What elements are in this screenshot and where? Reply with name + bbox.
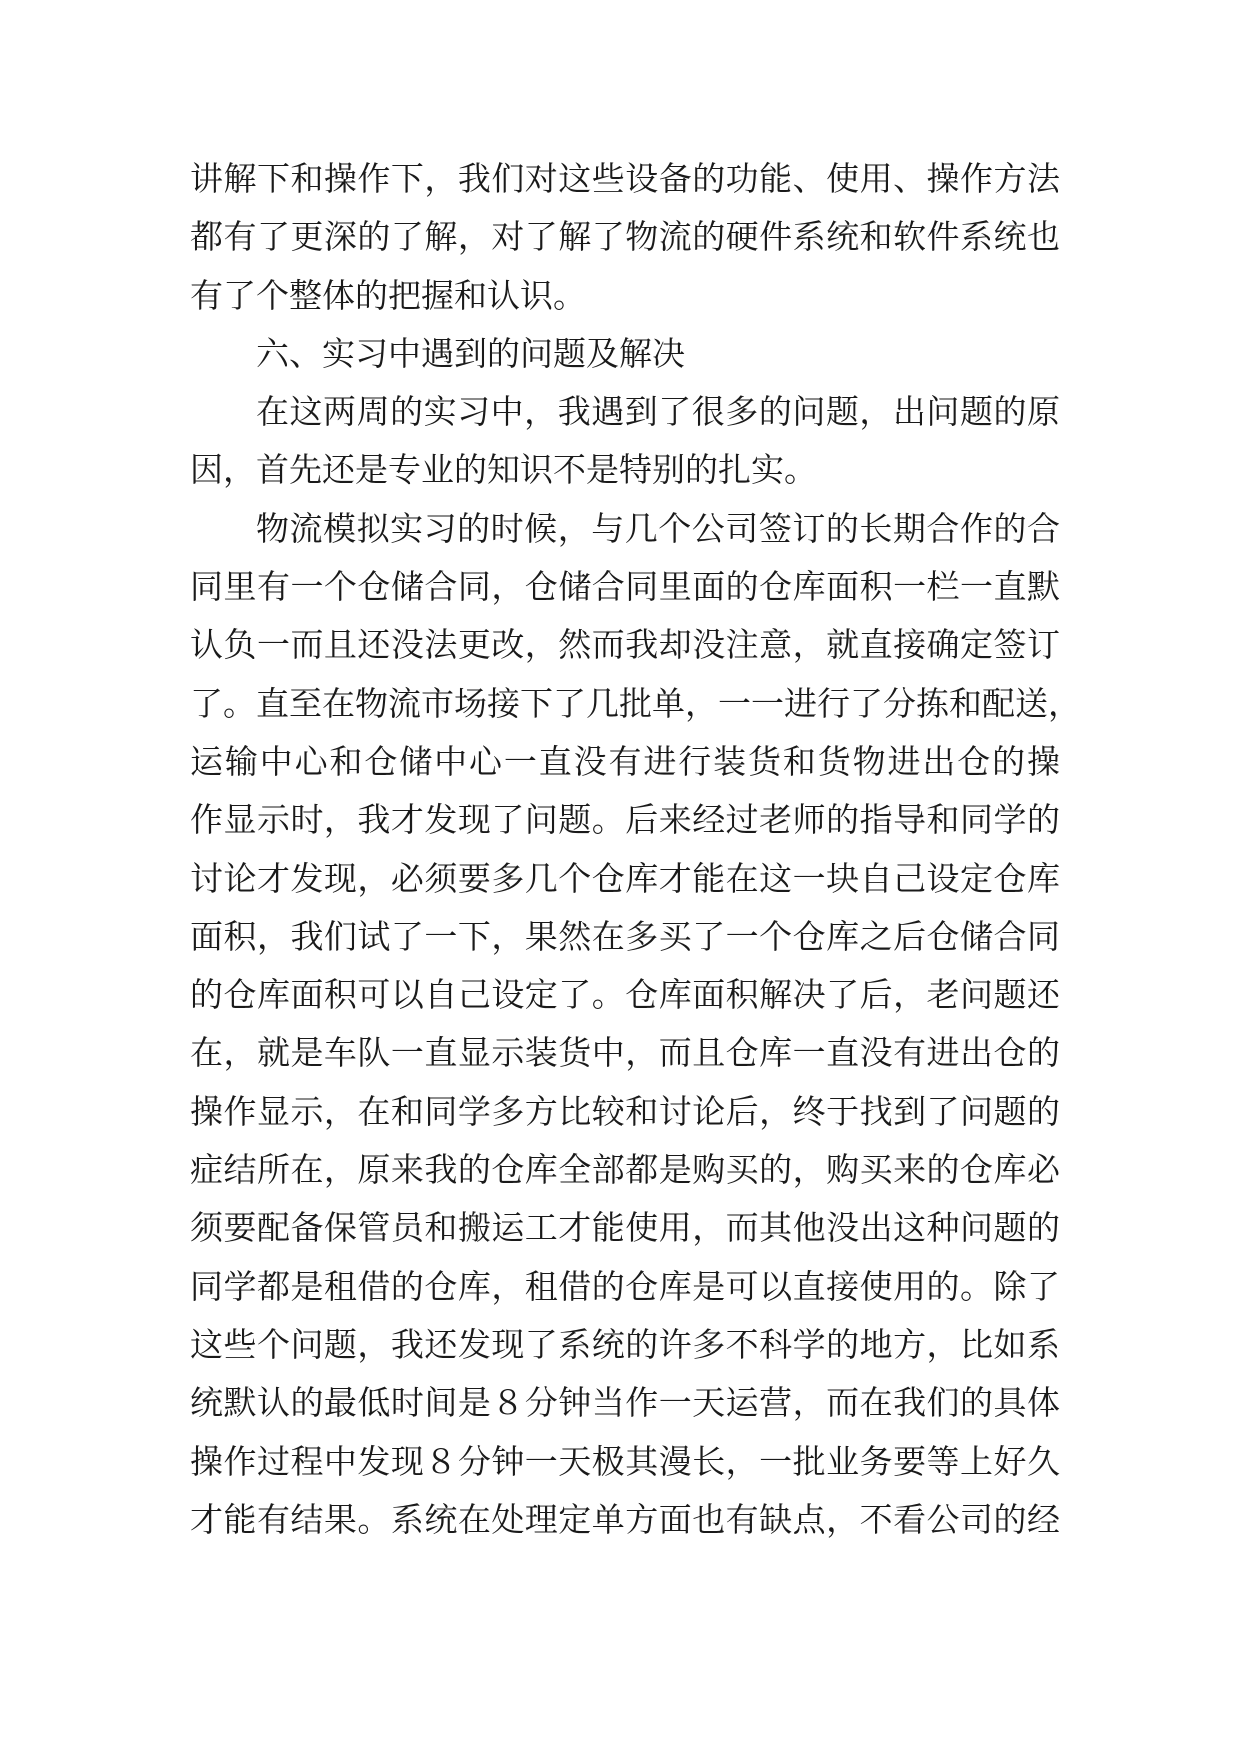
body-text — [190, 150, 1081, 1549]
p1-line-1: 讲解下和操作下，我们对这些设备的功能、使用、操作方法 — [190, 159, 1060, 198]
section-heading: 六、实习中遇到的问题及解决 — [256, 333, 685, 373]
p3-line-14: 同学都是租借的仓库，租借的仓库是可以直接使用的。除了 — [190, 1266, 1060, 1306]
p2-line-2: 因，首先还是专业的知识不是特别的扎实。 — [190, 450, 817, 490]
p3-line-2: 同里有一个仓储合同，仓储合同里面的仓库面积一栏一直默 — [190, 567, 1060, 607]
p1-line-3: 有了个整体的把握和认识。 — [190, 275, 586, 315]
p3-line-7: 讨论才发现，必须要多几个仓库才能在这一块自己设定仓库 — [190, 858, 1060, 898]
p3-line-1: 物流模拟实习的时候，与几个公司签订的长期合作的合 — [256, 508, 1060, 548]
p3-line-5: 运输中心和仓储中心一直没有进行装货和货物进出仓的操 — [190, 741, 1060, 781]
p3-line-9: 的仓库面积可以自己设定了。仓库面积解决了后，老问题还 — [190, 975, 1060, 1015]
p3-line-16: 统默认的最低时间是８分钟当作一天运营，而在我们的具体 — [190, 1383, 1060, 1423]
p3-line-18: 才能有结果。系统在处理定单方面也有缺点，不看公司的经 — [190, 1499, 1060, 1539]
p1-line-2: 都有了更深的了解，对了解了物流的硬件系统和软件系统也 — [190, 217, 1060, 257]
p3-line-17: 操作过程中发现８分钟一天极其漫长，一批业务要等上好久 — [190, 1441, 1060, 1481]
p3-line-3: 认负一而且还没法更改，然而我却没注意，就直接确定签订 — [190, 625, 1060, 665]
p3-line-6: 作显示时，我才发现了问题。后来经过老师的指导和同学的 — [190, 800, 1060, 840]
p3-line-12: 症结所在，原来我的仓库全部都是购买的，购买来的仓库必 — [190, 1150, 1060, 1190]
p3-line-10: 在，就是车队一直显示装货中，而且仓库一直没有进出仓的 — [190, 1033, 1060, 1073]
p2-line-1: 在这两周的实习中，我遇到了很多的问题，出问题的原 — [256, 392, 1060, 432]
p3-line-8: 面积，我们试了一下，果然在多买了一个仓库之后仓储合同 — [190, 916, 1060, 956]
p3-line-15: 这些个问题，我还发现了系统的许多不科学的地方，比如系 — [190, 1324, 1060, 1364]
p3-line-11: 操作显示，在和同学多方比较和讨论后，终于找到了问题的 — [190, 1091, 1060, 1131]
p3-line-4: 了。直至在物流市场接下了几批单，一一进行了分拣和配送， — [190, 683, 1081, 723]
p3-line-13: 须要配备保管员和搬运工才能使用，而其他没出这种问题的 — [190, 1208, 1060, 1248]
